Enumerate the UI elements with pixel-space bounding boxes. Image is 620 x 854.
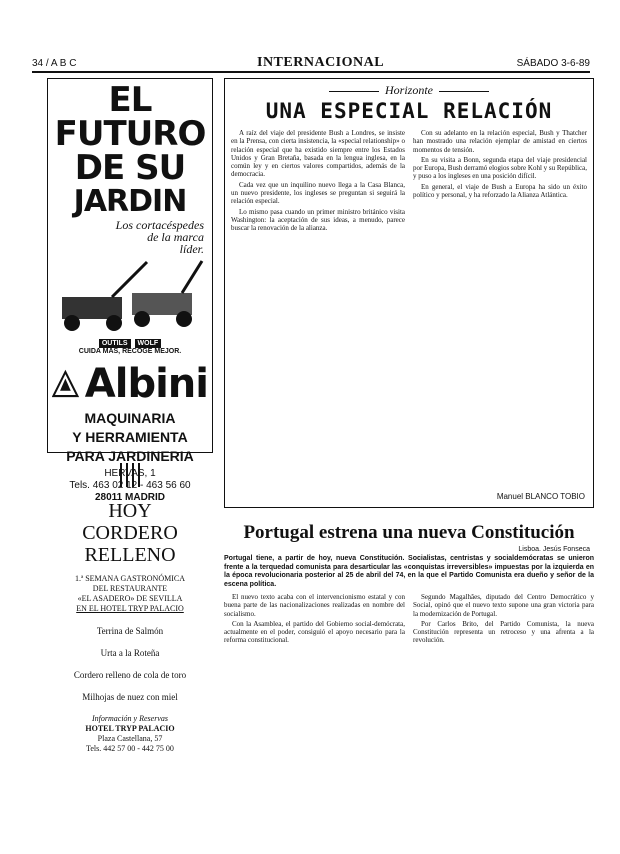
albini-logo bbox=[52, 361, 208, 407]
garden-ad bbox=[47, 78, 213, 503]
paragraph: Cada vez que un inquilino nuevo llega a la Casa Blanca, un nuevo presidente, los ingleses se preguntan si seguirá la relación especial. bbox=[231, 180, 405, 206]
ad2-desc-2: DEL RESTAURANTE bbox=[92, 584, 168, 593]
menu-item: Milhojas de nuez con miel bbox=[82, 692, 178, 702]
article2-column-1 bbox=[224, 593, 405, 733]
ad-line-2: Y HERRAMIENTA bbox=[72, 429, 188, 445]
article2-dateline: Lisboa. Jesús Fonseca bbox=[518, 546, 590, 553]
ad2-desc-3: «EL ASADERO» DE SEVILLA bbox=[77, 594, 183, 603]
article-horizonte bbox=[224, 78, 594, 508]
menu-list bbox=[47, 626, 213, 702]
ad-phone: Tels. 463 02 12 - 463 56 60 bbox=[69, 480, 191, 491]
paragraph: Con la Asamblea, el partido del Gobierno social-demócrata, actualmente en el poder, consiguió el apoyo necesario para la reforma constitucional. bbox=[224, 619, 405, 645]
ad2-info-1: Información y Reservas bbox=[92, 714, 168, 723]
article-column-2 bbox=[413, 129, 587, 463]
paragraph: Con su adelanto en la relación especial, Bush y Thatcher han mostrado una relación ejemplar de amistad en ciertos momentos de tensión. bbox=[413, 129, 587, 154]
ad-street: HERVAS, 1 bbox=[104, 468, 156, 479]
article2-lead: Portugal tiene, a partir de hoy, nueva Constitución. Socialistas, centristas y socialdemócratas se unieron frente a la terquedad comunista para desarticular las «conquistas irreversibles» impuestas por la izquierda en la época revolucionaria posterior al 25 de abril del 74, en la que el Partido Comunista era dueño y señor de la escena política. bbox=[224, 555, 594, 588]
ad2-info-2: HOTEL TRYP PALACIO bbox=[85, 724, 175, 733]
main-column bbox=[224, 78, 594, 733]
page-number: 34 / A B C bbox=[32, 58, 77, 69]
menu-item: Urta a la Roteña bbox=[100, 648, 160, 658]
paragraph: En general, el viaje de Bush a Europa ha sido un éxito político y personal, y ha reforzado la Alianza Atlántica. bbox=[413, 182, 587, 200]
paragraph: Segundo Magalhães, diputado del Centro Democrático y Social, opinó que el nuevo texto supone una gran victoria para la modernización de Portugal. bbox=[413, 593, 594, 618]
paragraph: Lo mismo pasa cuando un primer ministro británico visita Washington: la aceptación de sus ideas, a menudo, parece buscar la renovación de la alianza. bbox=[231, 207, 405, 233]
article2-column-2 bbox=[413, 593, 594, 733]
ad2-desc-1: 1.ª SEMANA GASTRONÓMICA bbox=[75, 574, 185, 583]
restaurant-ad bbox=[47, 461, 213, 831]
menu-item: Cordero relleno de cola de toro bbox=[73, 670, 187, 680]
ad-city: 28011 MADRID bbox=[94, 492, 166, 503]
paragraph: En su visita a Bonn, segunda etapa del viaje presidencial por Europa, Bush derramó elogios sobre Kohl y su República, y puso a los ingleses en una posición difícil. bbox=[413, 155, 587, 181]
brand-slogan: CUIDA MÁS, RECOGE MEJOR. bbox=[78, 348, 182, 355]
ad2-info-4: Tels. 442 57 00 - 442 75 00 bbox=[86, 744, 174, 753]
section-title: INTERNACIONAL bbox=[257, 55, 385, 70]
ad-tagline-3: líder. bbox=[179, 242, 204, 256]
lawnmower-image bbox=[52, 257, 208, 337]
article-column-1 bbox=[231, 129, 405, 463]
ad-tagline-2: de la marca bbox=[147, 230, 204, 244]
paragraph: A raíz del viaje del presidente Bush a Londres, se insiste en la Prensa, con cierta insistencia, la «special relationship» o relación especial que ha existido siempre entre los Estados Unidos y Gran Bretaña, basada en la lengua inglesa, en la común ley y en ciertos valores compartidos, además de la democracia. bbox=[231, 129, 405, 179]
ad2-line-1: HOY bbox=[108, 500, 152, 522]
article2-headline: Portugal estrena una nueva Constitución bbox=[243, 522, 575, 543]
tree-triangle-icon bbox=[52, 364, 79, 404]
paragraph: Por Carlos Brito, del Partido Comunista, la nueva Constitución representa un retroceso y una afrenta a la revolución. bbox=[413, 619, 594, 645]
brand-right: WOLF bbox=[135, 339, 162, 348]
ad2-line-3: RELLENO bbox=[84, 544, 176, 566]
menu-item: Terrina de Salmón bbox=[96, 626, 164, 636]
paragraph: El nuevo texto acaba con el intervencionismo estatal y con buena parte de las nacionalizaciones realizadas en nombre del socialismo. bbox=[224, 593, 405, 618]
ad-title-3: JARDIN bbox=[73, 184, 187, 219]
ad-title-1: EL FUTURO bbox=[54, 80, 206, 154]
issue-date: SÁBADO 3-6-89 bbox=[516, 58, 590, 69]
brand-left: OUTILS bbox=[99, 339, 131, 348]
article-headline: UNA ESPECIAL RELACIÓN bbox=[265, 99, 553, 123]
ad2-info-3: Plaza Castellana, 57 bbox=[97, 734, 163, 743]
ad-title-2: DE SU bbox=[74, 148, 186, 188]
ad-tagline-1: Los cortacéspedes bbox=[115, 218, 204, 232]
ads-column bbox=[47, 78, 213, 831]
ad-line-1: MAQUINARIA bbox=[84, 410, 176, 426]
cutlery-icon bbox=[115, 461, 145, 489]
logo-text: Albini bbox=[84, 361, 208, 407]
article-byline: Manuel BLANCO TOBIO bbox=[496, 492, 585, 501]
ad-line-3: PARA JARDINERIA bbox=[66, 448, 194, 464]
article-portugal bbox=[224, 522, 594, 733]
ad2-desc-4: EN EL HOTEL TRYP PALACIO bbox=[76, 604, 184, 613]
article-kicker: Horizonte bbox=[231, 83, 587, 97]
ad2-line-2: CORDERO bbox=[82, 522, 178, 544]
page-header bbox=[32, 55, 590, 73]
